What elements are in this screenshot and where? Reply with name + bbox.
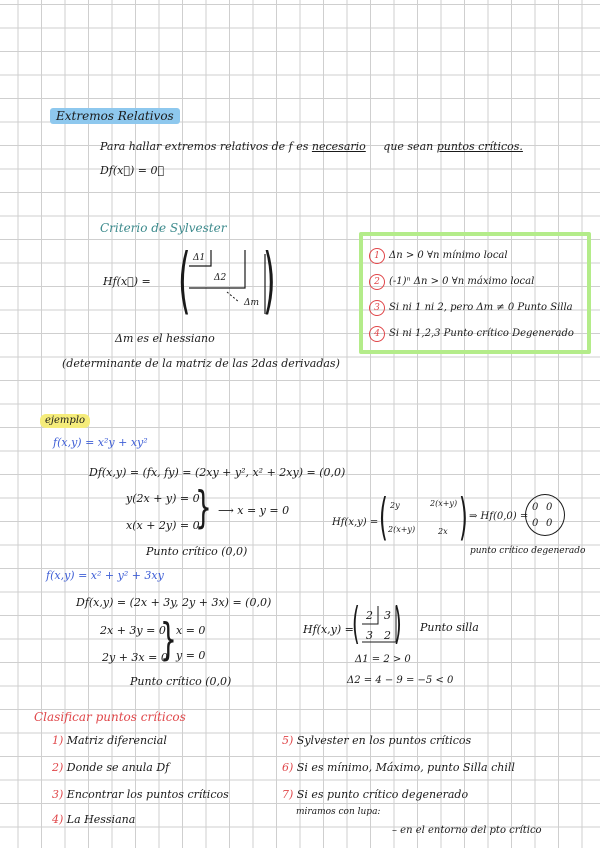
step-5-text: Sylvester en los puntos críticos bbox=[296, 734, 472, 747]
criterion-4-num: 4 bbox=[369, 326, 385, 342]
ex2-conclusion: Punto crítico (0,0) bbox=[130, 675, 232, 688]
matrix-right-paren: ) bbox=[263, 238, 276, 322]
criterion-1-num: 1 bbox=[369, 248, 385, 264]
matrix-left-paren: ( bbox=[178, 238, 191, 322]
step-3 bbox=[52, 789, 229, 800]
ex1-degenerate: punto crítico degenerado bbox=[470, 546, 586, 556]
ex1-gradient: Df(x,y) = (fx, fy) = (2xy + y², x² + 2xy) = (0,0) bbox=[89, 466, 346, 479]
sylvester-hessian-label: Hf(x⃗) = bbox=[103, 275, 151, 288]
sylvester-heading: Criterio de Sylvester bbox=[100, 221, 227, 235]
ex1-arrow-label: ⇒ Hf(0,0) = bbox=[469, 511, 529, 522]
criterion-4-text: Si ni 1,2,3 Punto crítico Degenerado bbox=[389, 328, 574, 339]
page-title: Extremos Relativos bbox=[50, 108, 180, 124]
step-7-text: Si es punto crítico degenerado bbox=[296, 788, 469, 801]
intro-text bbox=[100, 141, 523, 152]
ex1-hessian-label: Hf(x,y) = bbox=[332, 517, 379, 528]
step-6 bbox=[282, 762, 515, 773]
step-4-num: 4) bbox=[52, 813, 64, 826]
ex1-h12: 2(x+y) bbox=[430, 499, 458, 508]
ex2-sol1: x = 0 bbox=[176, 624, 206, 637]
delta2-label: Δ2 bbox=[214, 273, 227, 283]
ex1-function: f(x,y) = x²y + xy² bbox=[53, 436, 148, 449]
ex1-hessian-right-paren: ) bbox=[459, 488, 468, 546]
ex1-h22: 2x bbox=[438, 527, 448, 536]
intro-line: Para hallar extremos relativos de f es bbox=[100, 140, 309, 153]
criterion-3-num: 3 bbox=[369, 300, 385, 316]
ex2-gradient: Df(x,y) = (2x + 3y, 2y + 3x) = (0,0) bbox=[76, 596, 272, 609]
intro-puntos-criticos: puntos críticos. bbox=[436, 140, 523, 153]
ex2-eq1: 2x + 3y = 0 bbox=[100, 624, 166, 637]
step-7-note2: – en el entorno del pto crítico bbox=[392, 825, 542, 836]
step-7-note1: miramos con lupa: bbox=[296, 807, 381, 817]
ex1-hessian-left-paren: ( bbox=[379, 488, 388, 546]
step-5 bbox=[282, 735, 471, 746]
clasificar-heading: Clasificar puntos críticos bbox=[34, 710, 186, 724]
step-3-num: 3) bbox=[52, 788, 64, 801]
ex1-zero-11: 0 bbox=[532, 502, 539, 513]
step-1-num: 1) bbox=[52, 734, 64, 747]
step-2 bbox=[52, 762, 169, 773]
step-2-num: 2) bbox=[52, 761, 64, 774]
ex2-h22: 2 bbox=[384, 629, 391, 642]
ex1-zero-22: 0 bbox=[546, 518, 553, 529]
step-6-text: Si es mínimo, Máximo, punto Silla chill bbox=[296, 761, 515, 774]
step-7-num: 7) bbox=[282, 788, 294, 801]
ex2-sol2: y = 0 bbox=[176, 649, 206, 662]
step-1 bbox=[52, 735, 167, 746]
ex2-delta1: Δ1 = 2 > 0 bbox=[355, 654, 411, 665]
ex2-hessian-right-paren: ) bbox=[394, 598, 402, 649]
step-4 bbox=[52, 814, 135, 825]
ex2-hessian-left-paren: ( bbox=[352, 598, 360, 649]
step-4-text: La Hessiana bbox=[66, 813, 136, 826]
ex1-eq2: x(x + 2y) = 0 bbox=[126, 519, 200, 532]
ex2-h11: 2 bbox=[366, 609, 373, 622]
ex1-conclusion: Punto crítico (0,0) bbox=[146, 545, 248, 558]
delta1-label: Δ1 bbox=[193, 253, 206, 263]
ex2-brace: } bbox=[160, 614, 177, 665]
step-7 bbox=[282, 789, 468, 800]
ex1-eq1: y(2x + y) = 0 bbox=[126, 492, 200, 505]
determinant-note: (determinante de la matriz de las 2das derivadas) bbox=[62, 357, 340, 370]
criterion-2-text: (-1)ⁿ Δn > 0 ∀n máximo local bbox=[389, 276, 535, 287]
ex1-zero-matrix bbox=[525, 494, 565, 536]
intro-equation: Df(x⃗) = 0⃗ bbox=[100, 164, 165, 177]
criterion-2-num: 2 bbox=[369, 274, 385, 290]
ejemplo-tag: ejemplo bbox=[40, 414, 90, 428]
ex2-delta2: Δ2 = 4 − 9 = −5 < 0 bbox=[347, 675, 454, 686]
step-5-num: 5) bbox=[282, 734, 294, 747]
ex2-h12: 3 bbox=[384, 609, 391, 622]
deltam-label: Δm bbox=[244, 298, 260, 308]
ex2-eq2: 2y + 3x = 0 bbox=[102, 651, 168, 664]
ex1-h21: 2(x+y) bbox=[388, 525, 416, 534]
ex1-zero-21: 0 bbox=[532, 518, 539, 529]
ex2-saddle: Punto silla bbox=[420, 621, 479, 634]
ex2-h21: 3 bbox=[366, 629, 373, 642]
ex1-h11: 2y bbox=[390, 501, 400, 510]
intro-que-sean: que sean bbox=[383, 140, 434, 153]
ex1-brace: } bbox=[195, 482, 212, 533]
criterion-1-text: Δn > 0 ∀n mínimo local bbox=[389, 250, 508, 261]
intro-necesario: necesario bbox=[311, 140, 366, 153]
ex2-function: f(x,y) = x² + y² + 3xy bbox=[46, 569, 164, 582]
ex2-hessian-label: Hf(x,y) = bbox=[303, 623, 354, 636]
ex1-zero-12: 0 bbox=[546, 502, 553, 513]
step-1-text: Matriz diferencial bbox=[66, 734, 167, 747]
ex1-result: ⟶ x = y = 0 bbox=[218, 504, 290, 517]
criterion-3-text: Si ni 1 ni 2, pero Δm ≠ 0 Punto Silla bbox=[389, 302, 573, 313]
deltam-note: Δm es el hessiano bbox=[115, 332, 215, 345]
step-3-text: Encontrar los puntos críticos bbox=[66, 788, 229, 801]
step-2-text: Donde se anula Df bbox=[66, 761, 170, 774]
step-6-num: 6) bbox=[282, 761, 294, 774]
